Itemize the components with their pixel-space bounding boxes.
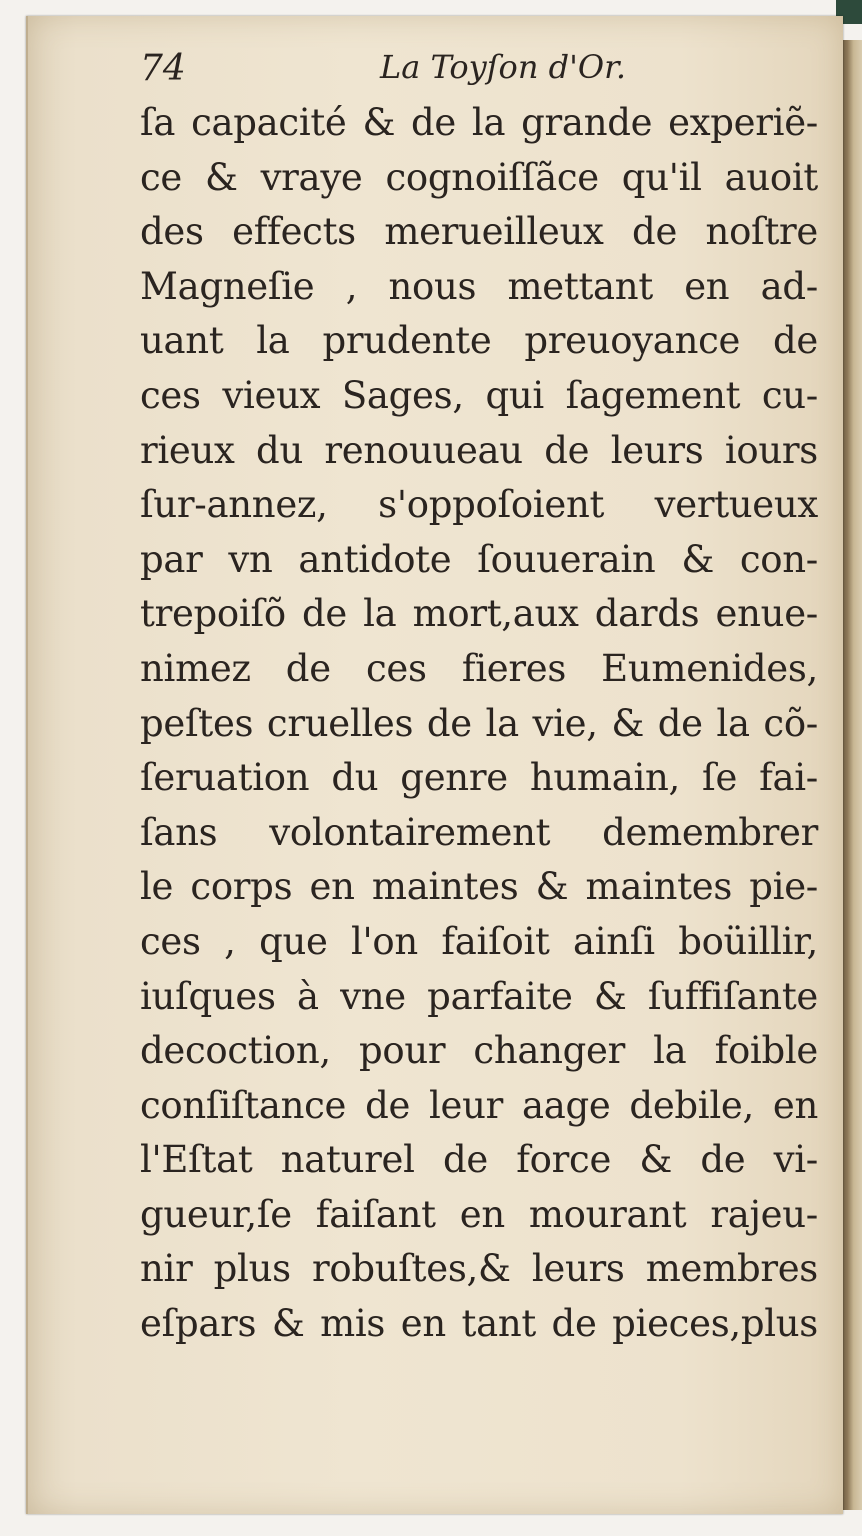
text-line: nir plus robuſtes,& leurs membres <box>140 1247 818 1291</box>
text-line: conſiſtance de leur aage debile, en <box>140 1083 818 1127</box>
running-head <box>118 38 818 96</box>
page-number: 74 <box>140 48 186 89</box>
text-line: trepoiſõ de la mort,aux dards enue- <box>140 592 818 636</box>
text-line: ſans volontairement demembrer <box>140 810 818 854</box>
text-line: ſeruation du genre humain, ſe fai- <box>140 756 818 800</box>
text-line: uant la prudente preuoyance de <box>140 319 818 363</box>
page-edge <box>841 40 862 1510</box>
text-line: le corps en maintes & maintes pie- <box>140 865 818 909</box>
text-line: gueur,ſe faiſant en mourant rajeu- <box>140 1192 818 1236</box>
text-line: decoction, pour changer la foible <box>140 1029 818 1073</box>
running-title: La Toyſon d'Or. <box>380 48 627 86</box>
text-line: l'Eſtat naturel de force & de vi- <box>140 1138 818 1182</box>
text-line: ces , que l'on faiſoit ainſi boüillir, <box>140 919 818 963</box>
text-line: Magneſie , nous mettant en ad- <box>140 264 818 308</box>
text-line: eſpars & mis en tant de pieces,plus <box>140 1302 818 1346</box>
text-line: ſur-annez, s'oppoſoient vertueux <box>140 483 818 527</box>
text-line: ces vieux Sages, qui ſagement cu- <box>140 373 818 417</box>
text-line: par vn antidote ſouuerain & con- <box>140 537 818 581</box>
text-line: ce & vraye cognoiſſãce qu'il auoit <box>140 155 818 199</box>
text-line: iuſques à vne parfaite & ſuffiſante <box>140 974 818 1018</box>
text-line: peſtes cruelles de la vie, & de la cõ- <box>140 701 818 745</box>
text-line: ſa capacité & de la grande experiẽ- <box>140 101 818 144</box>
text-line: des effects merueilleux de noſtre <box>140 210 818 254</box>
text-line: nimez de ces fieres Eumenides, <box>140 646 818 690</box>
text-line: rieux du renouueau de leurs iours <box>140 428 818 472</box>
page-text <box>118 38 818 1352</box>
